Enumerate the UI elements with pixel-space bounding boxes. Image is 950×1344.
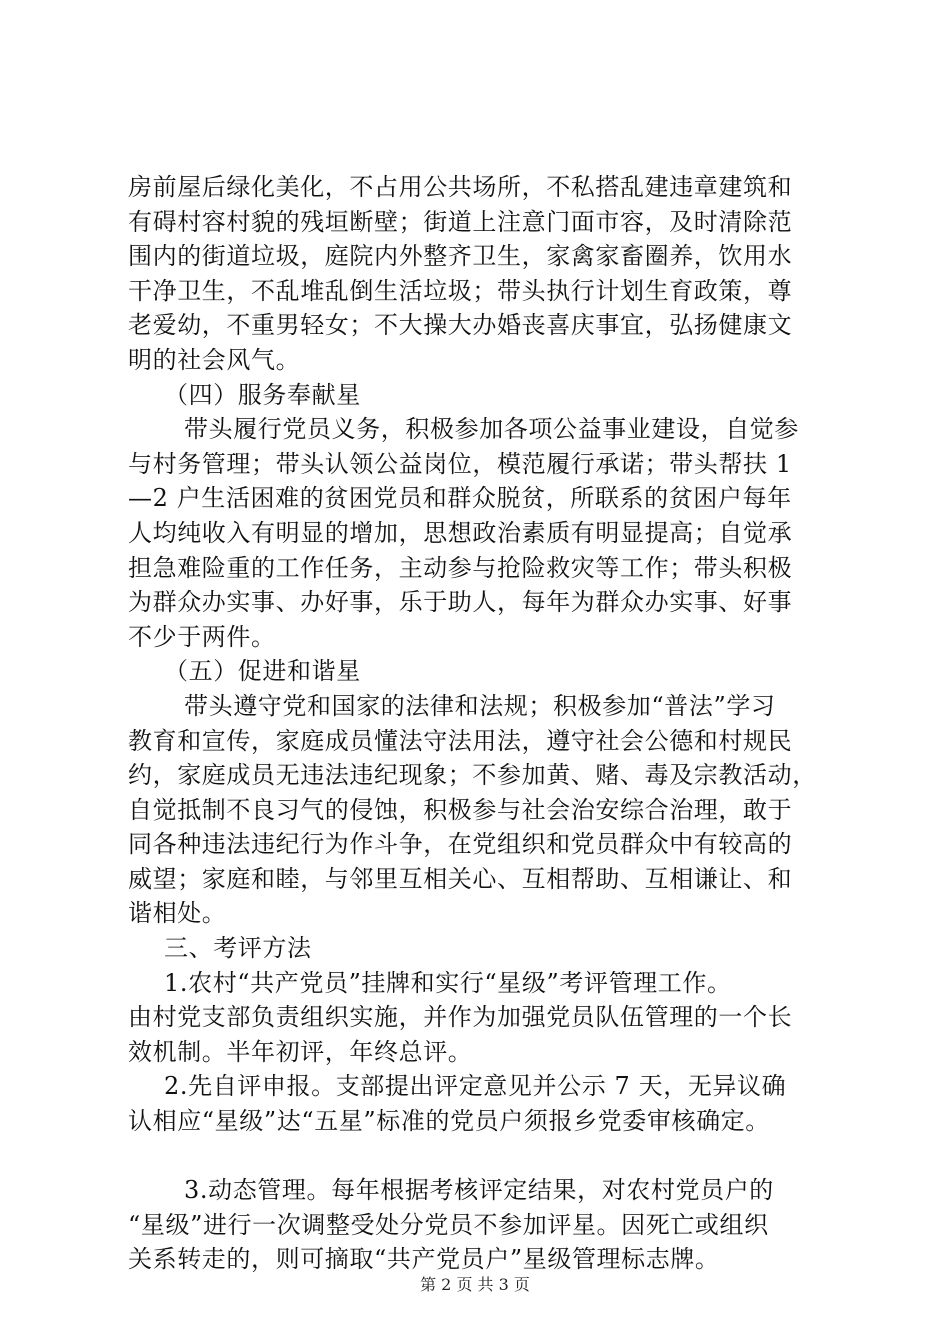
text-line: 房前屋后绿化美化，不占用公共场所，不私搭乱建违章建筑和 <box>128 173 793 201</box>
text-line: 同各种违法违纪行为作斗争，在党组织和党员群众中有较高的 <box>128 830 793 859</box>
text-line: —2 户生活困难的贫困党员和群众脱贫，所联系的贫困户每年 <box>128 484 792 513</box>
text-line: 3.动态管理。每年根据考核评定结果，对农村党员户的 <box>184 1176 774 1205</box>
text-line: 效机制。半年初评，年终总评。 <box>128 1037 473 1066</box>
text-line: 带头履行党员义务，积极参加各项公益事业建设，自觉参 <box>184 415 799 444</box>
text-line: 2.先自评申报。支部提出评定意见并公示 7 天，无异议确 <box>164 1072 787 1101</box>
text-line: 不少于两件。 <box>128 622 276 651</box>
text-line: 围内的街道垃圾，庭院内外整齐卫生，家禽家畜圈养，饮用水 <box>128 242 793 271</box>
text-line: “星级”进行一次调整受处分党员不参加评星。因死亡或组织 <box>128 1210 769 1239</box>
text-line: 约，家庭成员无违法违纪现象；不参加黄、赌、毒及宗教活动， <box>128 761 817 790</box>
text-line: 有碍村容村貌的残垣断壁；街道上注意门面市容，及时清除范 <box>128 207 793 236</box>
page-number-footer: 第 2 页 共 3 页 <box>420 1275 530 1294</box>
text-line: 为群众办实事、办好事，乐于助人，每年为群众办实事、好事 <box>128 588 793 617</box>
text-line: 教育和宣传，家庭成员懂法守法用法，遵守社会公德和村规民 <box>128 726 793 755</box>
text-line: 老爱幼，不重男轻女；不大操大办婚丧喜庆事宜，弘扬健康文 <box>128 311 793 340</box>
paragraph-gap <box>128 1139 840 1174</box>
text-line: 认相应“星级”达“五星”标准的党员户须报乡党委审核确定。 <box>128 1107 770 1136</box>
text-line: 干净卫生，不乱堆乱倒生活垃圾；带头执行计划生育政策，尊 <box>128 276 793 305</box>
text-line: 与村务管理；带头认领公益岗位，模范履行承诺；带头帮扶 1 <box>128 449 792 478</box>
section-heading-harmony: （五）促进和谐星 <box>164 657 361 686</box>
text-line: 担急难险重的工作任务，主动参与抢险救灾等工作；带头积极 <box>128 553 793 582</box>
text-line: 1.农村“共产党员”挂牌和实行“星级”考评管理工作。 <box>164 968 732 997</box>
text-line: 自觉抵制不良习气的侵蚀，积极参与社会治安综合治理，敢于 <box>128 795 793 824</box>
text-line: 威望；家庭和睦，与邻里互相关心、互相帮助、互相谦让、和 <box>128 864 793 893</box>
text-line: 人均纯收入有明显的增加，思想政治素质有明显提高；自觉承 <box>128 518 793 547</box>
text-line: 谐相处。 <box>128 899 227 928</box>
text-line: 明的社会风气。 <box>128 345 301 374</box>
text-line: 由村党支部负责组织实施，并作为加强党员队伍管理的一个长 <box>128 1003 793 1032</box>
section-heading-service: （四）服务奉献星 <box>164 380 361 409</box>
text-line: 带头遵守党和国家的法律和法规；积极参加“普法”学习 <box>184 691 776 720</box>
section-heading-methods: 三、考评方法 <box>164 934 312 963</box>
text-line: 关系转走的，则可摘取“共产党员户”星级管理标志牌。 <box>128 1245 720 1274</box>
document-body <box>128 170 840 1277</box>
